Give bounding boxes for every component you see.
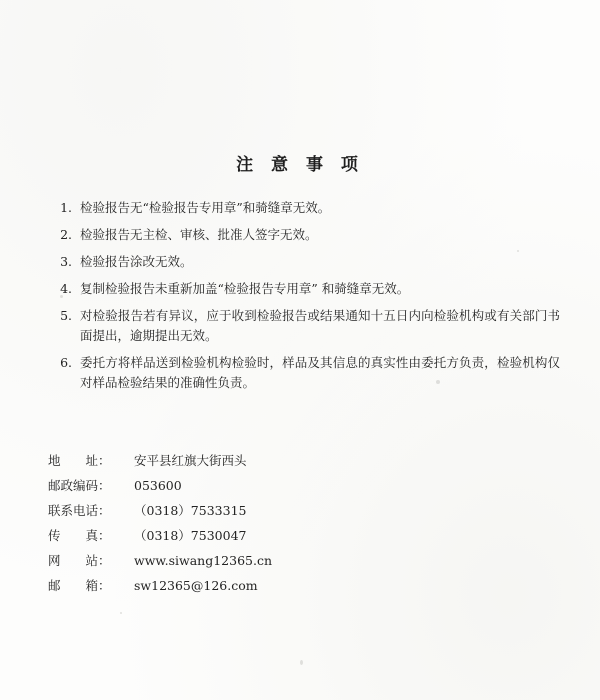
contact-value: （0318）7533315 [134, 503, 247, 518]
list-item-text: 检验报告涂改无效。 [80, 254, 193, 269]
contact-label: 联系电话： [48, 503, 111, 518]
contact-label: 邮 箱： [48, 578, 111, 593]
list-item-number: 5. [60, 308, 72, 323]
contact-row-email [48, 577, 518, 595]
contact-row-postcode [48, 477, 518, 495]
contact-value: 053600 [134, 478, 182, 493]
list-item-text: 检验报告无“检验报告专用章”和骑缝章无效。 [80, 200, 331, 215]
list-item-number: 3. [60, 254, 72, 269]
list-item-text: 检验报告无主检、审核、批准人签字无效。 [80, 227, 318, 242]
list-item-number: 6. [60, 355, 72, 370]
list-item [48, 279, 560, 299]
list-item-text: 对检验报告若有异议，应于收到检验报告或结果通知十五日内向检验机构或有关部门书面提出，逾期提出无效。 [80, 308, 560, 343]
contact-value: （0318）7530047 [134, 528, 247, 543]
contact-row-address [48, 452, 518, 470]
list-item [48, 306, 560, 346]
contact-value: 安平县红旗大街西头 [134, 453, 247, 468]
contact-row-fax [48, 527, 518, 545]
contact-label: 网 站： [48, 553, 111, 568]
contact-value: www.siwang12365.cn [134, 553, 272, 568]
contact-value: sw12365@126.com [134, 578, 258, 593]
list-item-text: 委托方将样品送到检验机构检验时，样品及其信息的真实性由委托方负责，检验机构仅对样品检验结果的准确性负责。 [80, 355, 560, 390]
contact-label: 地 址： [48, 453, 111, 468]
list-item-text: 复制检验报告未重新加盖“检验报告专用章” 和骑缝章无效。 [80, 281, 410, 296]
list-item [48, 198, 560, 218]
page-title: 注 意 事 项 [236, 155, 364, 175]
scan-speck [120, 612, 122, 614]
list-item-number: 1. [60, 200, 72, 215]
list-item-number: 2. [60, 227, 72, 242]
list-item [48, 353, 560, 393]
list-item [48, 252, 560, 272]
notes-list [48, 198, 560, 400]
scan-speck [300, 660, 303, 665]
contact-label: 邮政编码： [48, 478, 111, 493]
list-item [48, 225, 560, 245]
contact-row-website [48, 552, 518, 570]
list-item-number: 4. [60, 281, 72, 296]
contact-row-phone [48, 502, 518, 520]
contact-block [48, 452, 518, 602]
contact-label: 传 真： [48, 528, 111, 543]
